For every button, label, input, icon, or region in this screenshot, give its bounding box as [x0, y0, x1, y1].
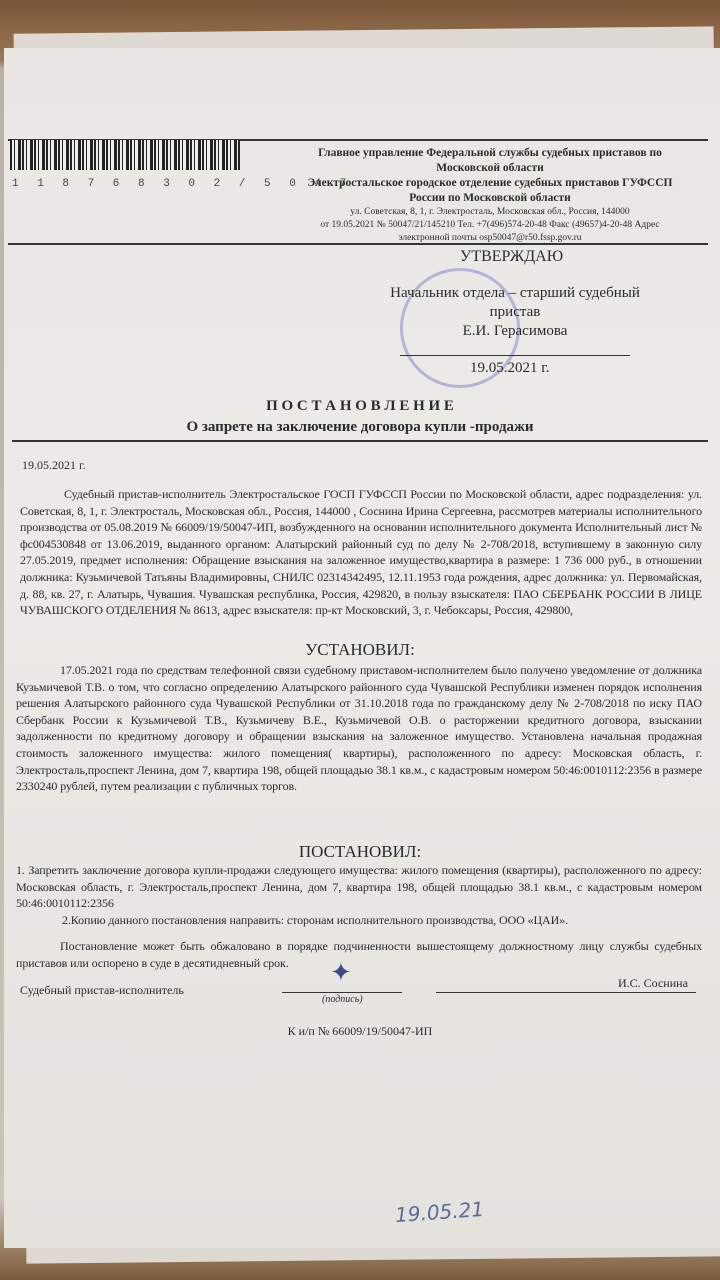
barcode-number: 1 1 8 7 6 8 3 0 2 / 5 0 4 7 — [12, 178, 353, 190]
signer-name: И.С. Соснина — [618, 976, 688, 990]
approval-date: 19.05.2021 г. — [470, 360, 550, 376]
header-email: электронной почты osp50047@r50.fssp.gov.ru — [398, 233, 582, 243]
approval-position: Начальник отдела – старший судебный — [390, 285, 640, 301]
header-address: ул. Советская, 8, 1, г. Электросталь, Московская обл., Россия, 144000 — [350, 207, 630, 217]
header-line: Московской области — [436, 162, 544, 174]
document-subtitle: О запрете на заключение договора купли -продажи — [186, 419, 534, 435]
document-date: 19.05.2021 г. — [22, 458, 86, 472]
signature-caption: (подпись) — [322, 994, 363, 1005]
header-line: России по Московской области — [409, 192, 571, 204]
header-contacts: от 19.05.2021 № 50047/21/145210 Тел. +7(496)574-20-48 Факс (49657)4-20-48 Адрес — [320, 220, 660, 230]
signature-line — [282, 992, 402, 993]
approval-position: пристав — [489, 304, 541, 320]
issuer-header — [285, 146, 695, 245]
decided-item-1: 1. Запретить заключение договора купли-продажи следующего имущества: жилого помещения (квартиры), расположенного по адресу: Московская область, г. Электросталь,проспект Ленина, дом 7, квартира 198, общей площадью 38.1 кв.м., с кадастровым номером 50:46:0010112:2356 — [16, 863, 702, 911]
approval-title: УТВЕРЖДАЮ — [460, 248, 564, 265]
handwritten-signature: ✦ — [330, 958, 352, 988]
decided-heading: ПОСТАНОВИЛ: — [298, 842, 422, 861]
name-line — [436, 992, 696, 993]
approval-name: Е.И. Герасимова — [462, 323, 568, 339]
divider — [12, 440, 708, 442]
established-heading: УСТАНОВИЛ: — [305, 640, 415, 659]
established-paragraph: 17.05.2021 года по средствам телефонной связи судебному приставом-исполнителем было получено уведомление от должника Кузьмичевой Т.В. о том, что согласно определению Алатырского районного суда Чувашской Республики изменен порядок исполнения решения Алатырского районного суда Чувашской Республики от 31.10.2018 года по гражданскому делу № 2-708/2018 по иску ПАО Сбербанк России к Кузьмичевой Т.В., Кузьмичеву В.Е., Кузьмичевой О.В. о расторжении кредитного договора, взыскании задолженности по кредитному договору и обращении взыскания на заложенное имущество. Установлена начальная продажная стоимость заложенного имущества: жилого помещения( квартиры), расположенного по адресу: Московская область, г. Электросталь,проспект Ленина, дом 7, квартира 198, общей площадью 38.1 кв.м., с кадастровым номером 50:46:0010112:2356 в размере 2330240 рублей, путем реализации с публичных торгов. — [16, 663, 702, 794]
document-title: П О С Т А Н О В Л Е Н И Е — [266, 398, 454, 414]
divider — [8, 243, 708, 245]
signer-role: Судебный пристав-исполнитель — [20, 983, 184, 997]
intro-paragraph: Судебный пристав-исполнитель Электростальское ГОСП ГУФССП России по Московской области, адрес подразделения: ул. Советская, 8, 1, г. Электросталь, Московская обл., Россия, 144000 , Соснина Ирина Сергеевна, рассмотрев материалы исполнительного производства от 05.08.2019 № 66009/19/50047-ИП, возбужденного на основании исполнительного документа Исполнительный лист № фс004530848 от 13.06.2019, выданного органом: Алатырский районный суд по делу № 2-708/2018, вступившему в законную силу 27.05.2019, предмет исполнения: Обращение взыскания на заложенное имущество,квартира в размере: 1 736 000 руб., в отношении должника: Кузьмичевой Татьяны Владимировны, СНИЛС 02314342495, 12.11.1953 года рождения, адрес должника: ул. Первомайская, д. 88, кв. 27, г. Алатырь, Чувашия. Чувашская республика, Россия, 429820, в пользу взыскателя: ПАО СБЕРБАНК РОССИИ В ЛИЦЕ ЧУВАШСКОГО ОТДЕЛЕНИЯ № 8613, адрес взыскателя: пр-кт Московский, 3, г. Чебоксары, Россия, 429800, — [20, 487, 702, 618]
approval-block — [365, 284, 665, 341]
header-line: Электростальское городское отделение судебных приставов ГУФССП — [307, 177, 673, 189]
signature-line — [400, 355, 630, 356]
header-line: Главное управление Федеральной службы судебных приставов по — [318, 147, 662, 159]
barcode — [10, 140, 240, 170]
appeal-notice: Постановление может быть обжаловано в порядке подчиненности вышестоящему должностному лицу службы судебных приставов или оспорено в суде в десятидневный срок. — [16, 939, 702, 970]
case-reference: К и/п № 66009/19/50047-ИП — [287, 1024, 433, 1038]
handwritten-date: 19.05.21 — [394, 1196, 485, 1228]
decided-item-2: 2.Копию данного постановления направить: сторонам исполнительного производства, ООО «ЦАИ». — [62, 913, 568, 927]
